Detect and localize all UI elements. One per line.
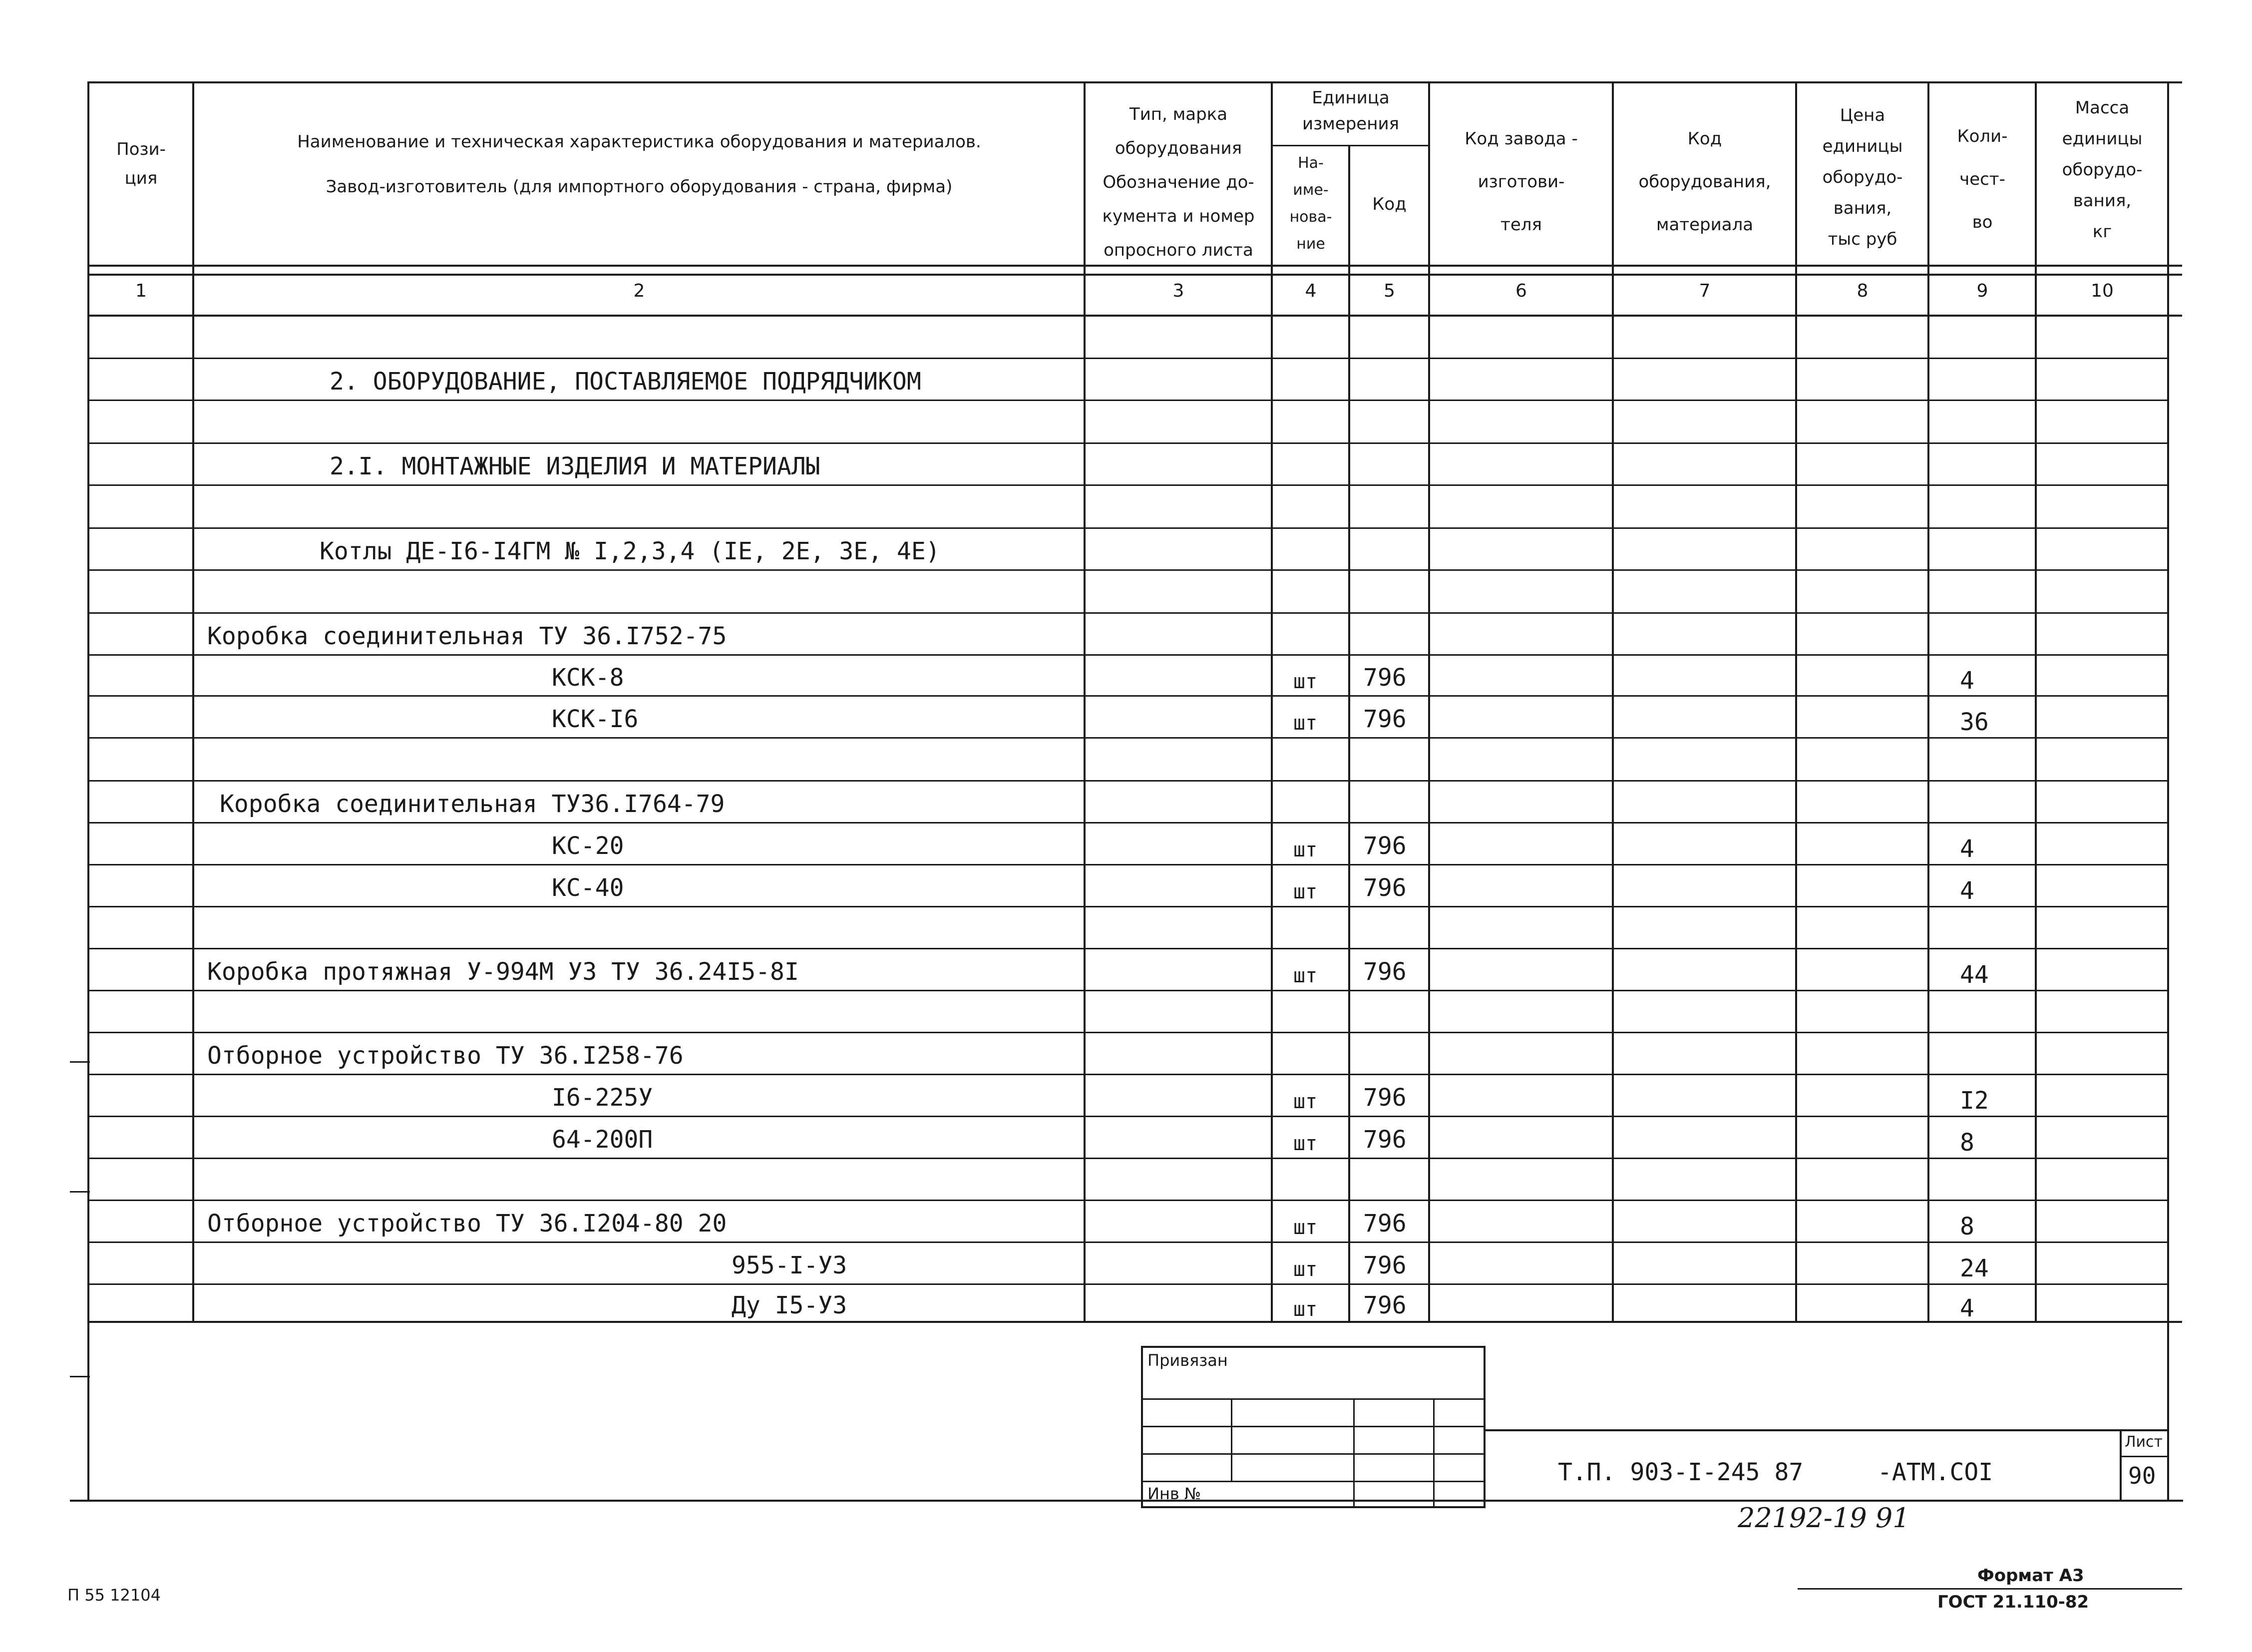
row-1-name: 2. ОБОРУДОВАНИЕ, ПОСТАВЛЯЕМОЕ ПОДРЯДЧИКОМ <box>330 368 921 396</box>
row-12-unit: шт <box>1293 838 1318 861</box>
row-15-unit-code: 796 <box>1363 958 1407 986</box>
column-number-10: 10 <box>2091 281 2114 301</box>
header-quantity: Коли- чест- во <box>1957 126 2008 232</box>
print-code: П 55 12104 <box>67 1586 161 1605</box>
column-number-9: 9 <box>1976 281 1988 301</box>
row-8-quantity: 4 <box>1960 667 1974 695</box>
row-23-unit: шт <box>1293 1297 1318 1321</box>
row-21-unit-code: 796 <box>1363 1210 1407 1238</box>
header-factory-code: Код завода - изготови- теля <box>1465 129 1578 235</box>
row-21-name: Отборное устройство ТУ 36.I204-80 20 <box>207 1210 727 1238</box>
row-23-unit-code: 796 <box>1363 1291 1407 1319</box>
row-21-quantity: 8 <box>1960 1213 1974 1240</box>
row-12-unit-code: 796 <box>1363 832 1407 860</box>
document-suffix: -АТМ.COI <box>1877 1458 1993 1486</box>
row-22-quantity: 24 <box>1960 1254 1989 1282</box>
row-9-unit-code: 796 <box>1363 705 1407 733</box>
row-5-name: Котлы ДЕ-I6-I4ГМ № I,2,3,4 (IЕ, 2Е, 3Е, 4Е) <box>320 537 940 565</box>
header-unit-group: Единица измерения <box>1302 88 1400 134</box>
row-11-name: Коробка соединительная ТУ36.I764-79 <box>220 790 725 818</box>
sheet-number: 90 <box>2128 1462 2156 1489</box>
header-mass: Масса единицы оборудо- вания, кг <box>2062 98 2143 242</box>
row-18-quantity: I2 <box>1960 1087 1989 1115</box>
format-label: Формат А3 <box>1977 1566 2084 1586</box>
header-name-line2: Завод-изготовитель (для импортного оборудования - страна, фирма) <box>326 177 953 197</box>
row-13-name: КС-40 <box>552 874 624 902</box>
row-23-name: Ду I5-УЗ <box>732 1291 847 1319</box>
row-13-quantity: 4 <box>1960 877 1974 905</box>
row-22-name: 955-I-УЗ <box>732 1251 847 1279</box>
row-13-unit: шт <box>1293 880 1318 903</box>
row-15-quantity: 44 <box>1960 961 1989 989</box>
row-9-quantity: 36 <box>1960 708 1989 736</box>
row-18-name: I6-225У <box>552 1084 653 1112</box>
row-8-unit-code: 796 <box>1363 664 1407 692</box>
header-unit-name: На- име- нова- ние <box>1289 154 1332 253</box>
column-number-1: 1 <box>135 281 147 301</box>
header-unit-code: Код <box>1372 194 1407 214</box>
row-9-name: КСК-I6 <box>552 705 639 733</box>
stamp-privyazan: Привязан <box>1147 1351 1228 1370</box>
column-number-7: 7 <box>1699 281 1711 301</box>
row-15-name: Коробка протяжная У-994М УЗ ТУ 36.24I5-8I <box>207 958 799 986</box>
row-19-unit: шт <box>1293 1132 1318 1155</box>
row-9-unit: шт <box>1293 712 1318 735</box>
row-19-name: 64-200П <box>552 1126 653 1154</box>
row-13-unit-code: 796 <box>1363 874 1407 902</box>
header-type: Тип, марка оборудования Обозначение до- кумента и номер опросного листа <box>1102 104 1255 260</box>
row-8-name: КСК-8 <box>552 664 624 692</box>
row-19-unit-code: 796 <box>1363 1126 1407 1154</box>
row-23-quantity: 4 <box>1960 1294 1974 1322</box>
column-number-3: 3 <box>1172 281 1184 301</box>
row-7-name: Коробка соединительная ТУ 36.I752-75 <box>207 622 727 650</box>
row-18-unit: шт <box>1293 1090 1318 1113</box>
column-number-4: 4 <box>1305 281 1317 301</box>
row-19-quantity: 8 <box>1960 1129 1974 1157</box>
gost-label: ГОСТ 21.110-82 <box>1937 1592 2089 1612</box>
row-8-unit: шт <box>1293 670 1318 693</box>
row-22-unit-code: 796 <box>1363 1251 1407 1279</box>
stamp-inventory-number: Инв № <box>1147 1484 1201 1503</box>
row-21-unit: шт <box>1293 1216 1318 1239</box>
column-number-2: 2 <box>633 281 645 301</box>
handwritten-archive-number: 22192-19 91 <box>1738 1502 1910 1534</box>
header-price: Цена единицы оборудо- вания, тыс руб <box>1822 105 1903 249</box>
document-code: Т.П. 903-I-245 87 <box>1558 1458 1804 1486</box>
row-18-unit-code: 796 <box>1363 1084 1407 1112</box>
header-equipment-code: Код оборудования, материала <box>1638 129 1771 235</box>
row-12-quantity: 4 <box>1960 835 1974 863</box>
row-15-unit: шт <box>1293 964 1318 987</box>
row-17-name: Отборное устройство ТУ 36.I258-76 <box>207 1042 684 1070</box>
column-number-6: 6 <box>1515 281 1527 301</box>
header-name-line1: Наименование и техническая характеристика оборудования и материалов. <box>297 132 981 152</box>
row-3-name: 2.I. МОНТАЖНЫЕ ИЗДЕЛИЯ И МАТЕРИАЛЫ <box>330 452 820 480</box>
row-22-unit: шт <box>1293 1258 1318 1281</box>
header-position: Пози- ция <box>116 139 166 188</box>
column-number-5: 5 <box>1384 281 1395 301</box>
row-12-name: КС-20 <box>552 832 624 860</box>
sheet-label: Лист <box>2125 1433 2163 1451</box>
column-number-8: 8 <box>1857 281 1869 301</box>
